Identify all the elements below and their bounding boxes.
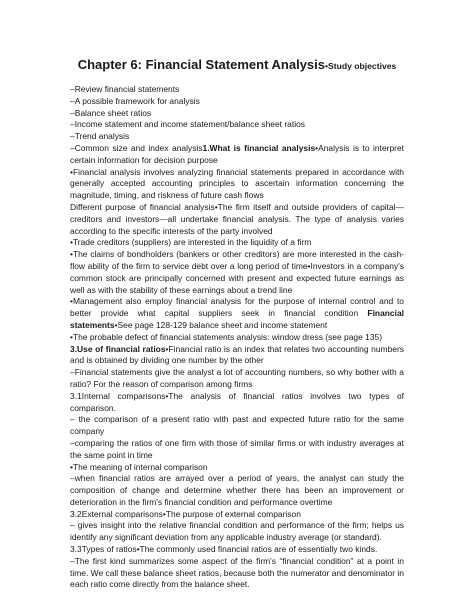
paragraph	[70, 143, 404, 167]
paragraph: –comparing the ratios of one firm with those of similar firms or with industry averages at the same point in time	[70, 437, 404, 460]
section-heading: 1.What is financial analysis	[202, 142, 316, 153]
paragraph: 3.2External comparisons•The purpose of external comparison	[70, 508, 301, 519]
paragraph-text: •Management also employ financial analysis for the purpose of internal control and to better provide what capital suppliers seek in financial condition	[70, 296, 404, 319]
paragraph: •The probable defect of financial statements analysis: window dress (see page 135)	[70, 331, 383, 342]
paragraph: –Income statement and income statement/balance sheet ratios	[70, 119, 305, 130]
paragraph-text: •See page 128-129 balance sheet and income statement	[114, 319, 328, 330]
paragraph	[70, 296, 404, 331]
paragraph-text: •Analysis is to interpret certain information for decision purpose	[70, 142, 404, 165]
paragraph: –Financial statements give the analyst a lot of accounting numbers, so why bother with a ratio? For the reason of comparison among firms	[70, 367, 404, 389]
paragraph: –The first kind summarizes some aspect of the firm's “financial condition” at a point in time. We call these balance sheet ratios, because both the numerator and denominator in each ratio come directly from the balance sheet.	[70, 555, 404, 590]
paragraph: •The claims of bondholders (bankers or other creditors) are more interested in the cash-flow ability of the firm to service debt over a long period of time•Investors in a company's common stock are principally concerned with present and expected future earnings as well as with the stability of these earnings about a trend line	[70, 249, 404, 295]
paragraph: –Review financial statements	[70, 84, 180, 94]
paragraph: –when financial ratios are arrayed over a period of years, the analyst can study the composition of change and determine whether there has been an improvement or deterioration in the firm's financial condition and performance overtime	[70, 473, 404, 507]
section-heading: Financial statements	[70, 308, 404, 330]
paragraph: •The meaning of internal comparison	[70, 461, 208, 472]
paragraph-text: –Common size and index analysis	[70, 142, 203, 153]
paragraph-text: •Financial ratio is an index that relates two accounting numbers and is obtained by dividing one number by the other	[70, 343, 404, 366]
paragraph: – gives insight into the relative financial condition and performance of the firm; helps us identify any significant deviation from any applicable industry average (or standard).	[70, 520, 404, 543]
paragraph	[70, 344, 404, 368]
paragraph: –Balance sheet ratios	[70, 107, 152, 118]
chapter-heading	[70, 56, 404, 74]
paragraph: 3.1Internal comparisons•The analysis of financial ratios involves two types of comparison.	[70, 390, 404, 413]
paragraph: –Trend analysis	[70, 131, 130, 142]
paragraph: Different purpose of financial analysis•The firm itself and outside providers of capital—creditors and investors—all undertake financial analysis. The type of analysis varies according to the specific interests of the party involved	[70, 201, 404, 236]
document-body	[70, 84, 404, 591]
paragraph: •Trade creditors (suppliers) are interested in the liquidity of a firm	[70, 237, 312, 248]
study-objectives-label: •Study objectives	[325, 61, 397, 71]
paragraph: – the comparison of a present ratio with past and expected future ratio for the same company	[70, 414, 404, 437]
chapter-title: Chapter 6: Financial Statement Analysis	[77, 57, 325, 72]
paragraph: –A possible framework for analysis	[70, 95, 200, 106]
section-heading: 3.Use of financial ratios	[70, 343, 166, 354]
paragraph: 3.3Types of ratios•The commonly used financial ratios are of essentially two kinds.	[70, 544, 378, 555]
paragraph: •Financial analysis involves analyzing financial statements prepared in accordance with generally accepted accounting principles to ascertain information concerning the magnitude, timing, and riskness of future cash flows	[70, 166, 404, 201]
